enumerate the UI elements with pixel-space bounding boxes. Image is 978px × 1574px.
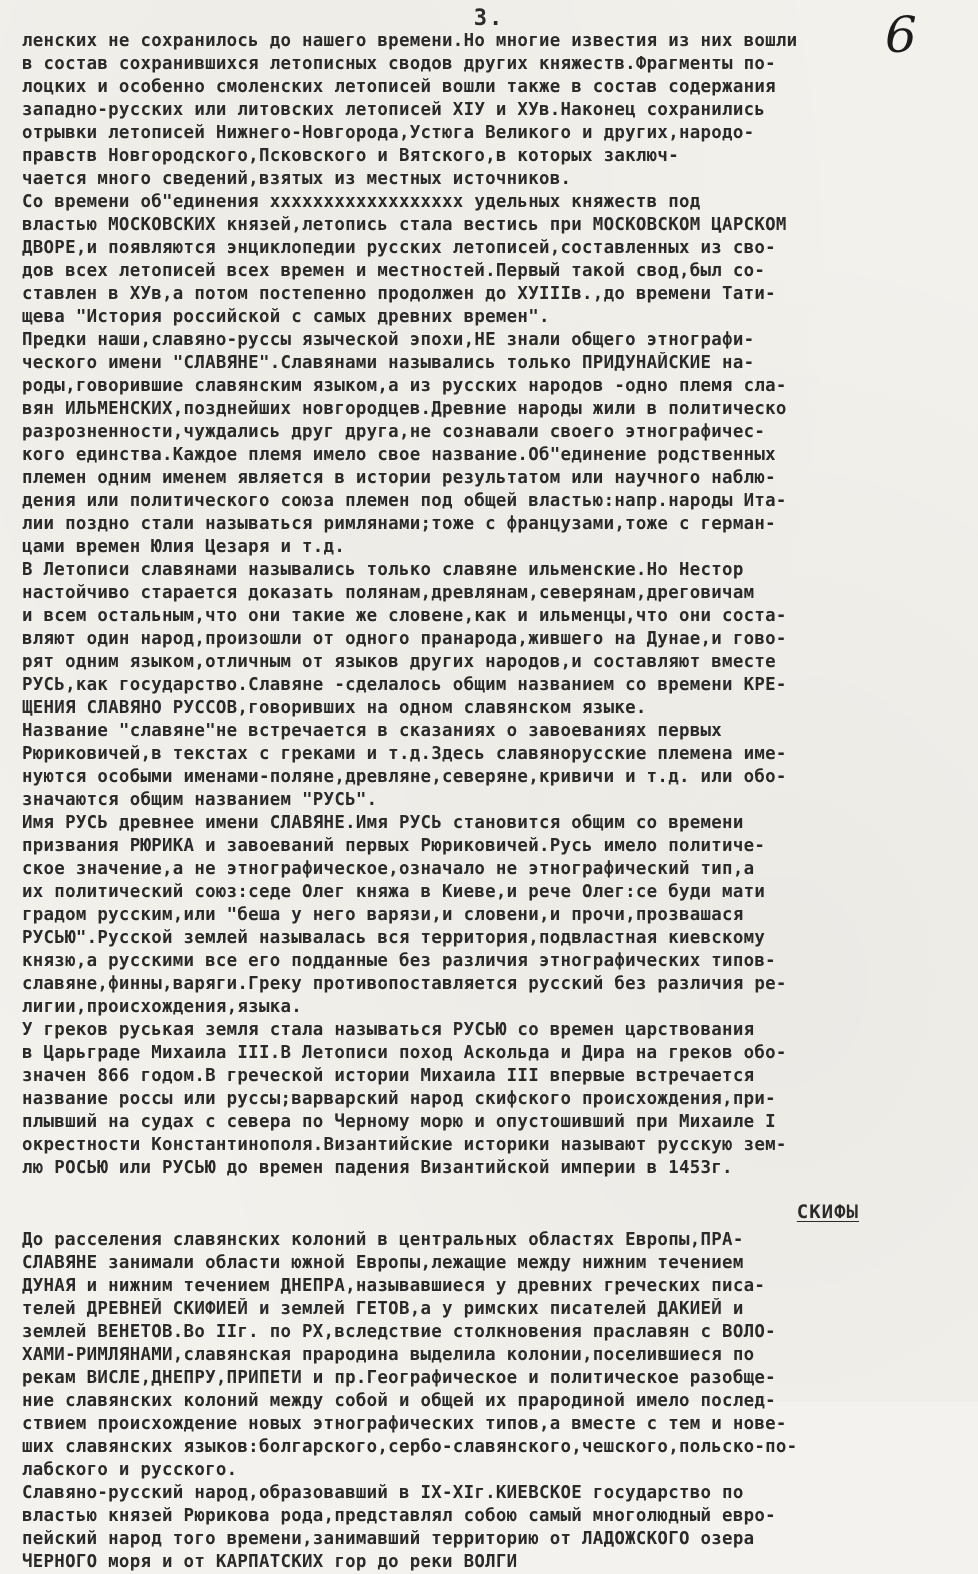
text-line: ское значение,а не этнографическое,означало не этнографический тип,а [22,859,755,879]
text-line: вян ИЛЬМЕНСКИХ,позднейших новгородцев.Древние народы жили в политическо [22,399,787,419]
text-line: ЧЕРНОГО моря и от КАРПАТСКИХ гор до реки ВОЛГИ [22,1552,518,1572]
text-line: Название "славяне"не встречается в сказаниях о завоеваниях первых [22,721,723,741]
text-line: лабского и русского. [22,1460,238,1480]
text-line: нуются особыми именами-поляне,древляне,северяне,кривичи и т.д. или обо- [22,767,787,787]
text-line: в Царьграде Михаила III.В Летописи поход Аскольда и Дира на греков обо- [22,1043,787,1063]
text-line: градом русским,или "беша у него варязи,и словени,и прочи,прозвашася [22,905,744,925]
text-line: ЩЕНИЯ СЛАВЯНО РУССОВ,говоривших на одном славянском языке. [22,698,647,718]
text-line: призвания РЮРИКА и завоеваний первых Рюриковичей.Русь имело политиче- [22,836,766,856]
text-line: РУСЬ,как государство.Славяне -сделалось общим названием со времени КРЕ- [22,675,787,695]
text-line: щева "История российской с самых древних времен". [22,307,550,327]
text-line: лоцких и особенно смоленских летописей вошли также в состав содержания [22,77,776,97]
text-line: пейский народ того времени,занимавший территорию от ЛАДОЖСКОГО озера [22,1529,755,1549]
text-line: ДУНАЯ и нижним течением ДНЕПРА,называвшиеся у древних греческих писа- [22,1276,766,1296]
text-line: властью князей Рюрикова рода,представлял собою самый многолюдный евро- [22,1506,776,1526]
text-line: цами времен Юлия Цезаря и т.д. [22,537,346,557]
section-heading: СКИФЫ [796,1201,859,1223]
text-line: лю РОСЬЮ или РУСЬЮ до времен падения Византийской империи в 1453г. [22,1158,733,1178]
text-line: ДВОРЕ,и появляются энциклопедии русских летописей,составленных из сво- [22,238,776,258]
text-line: До расселения славянских колоний в центральных областях Европы,ПРА- [22,1230,744,1250]
text-line: рят одним языком,отличным от языков других народов,и составляют вместе [22,652,776,672]
text-line: ХАМИ-РИМЛЯНАМИ,славянская прародина выделила колонии,поселившиеся по [22,1345,755,1365]
text-line: дения или политического союза племен под общей властью:напр.народы Ита- [22,491,787,511]
text-line: плывший на судах с севера по Черному морю и опустошивший при Михаиле I [22,1112,776,1132]
text-line: властью МОСКОВСКИХ князей,летопись стала вестись при МОСКОВСКОМ ЦАРСКОМ [22,215,787,235]
text-line: землей ВЕНЕТОВ.Во IIг. по РХ,вследствие столкновения праславян с ВОЛО- [22,1322,776,1342]
handwritten-mark: 6 [885,6,917,64]
text-line: дов всех летописей всех времен и местностей.Первый такой свод,был со- [22,261,766,281]
text-line: название россы или руссы;варварский народ скифского происхождения,при- [22,1089,776,1109]
text-line: кого единства.Каждое племя имело свое название.Об"единение родственных [22,445,776,465]
page-number: 3. [473,6,505,31]
text-line: окрестности Константинополя.Византийские историки называют русскую зем- [22,1135,787,1155]
text-line: ческого имени "СЛАВЯНЕ".Славянами назывались только ПРИДУНАЙСКИЕ на- [22,353,755,373]
text-line: лигии,происхождения,языка. [22,997,303,1017]
text-line: ставлен в XУв,а потом постепенно продолжен до XУIIIв.,до времени Тати- [22,284,776,304]
text-line: значен 866 годом.В греческой истории Михаила III впервые встречается [22,1066,755,1086]
text-line: их политический союз:седе Олег княжа в Киеве,и рече Олег:се буди мати [22,882,766,902]
heading-line [22,1201,974,1229]
section-gap [22,1180,974,1201]
text-line: в состав сохранившихся летописных сводов других княжеств.Фрагменты по- [22,54,776,74]
text-line: ленских не сохранилось до нашего времени.Но многие известия из них вошли [22,31,798,51]
text-line: СЛАВЯНЕ занимали области южной Европы,лежащие между нижним течением [22,1253,744,1273]
document-body [22,30,974,1574]
text-line: телей ДРЕВНЕЙ СКИФИЕЙ и землей ГЕТОВ,а у римских писателей ДАКИЕЙ и [22,1299,744,1319]
text-line: князю,а русскими все его подданные без различия этнографических типов- [22,951,776,971]
text-line: Предки наши,славяно-руссы языческой эпохи,НЕ знали общего этнографи- [22,330,755,350]
text-line: славяне,финны,варяги.Греку противопоставляется русский без различия ре- [22,974,787,994]
text-line: Рюриковичей,в текстах с греками и т.д.Здесь славянорусские племена име- [22,744,787,764]
text-line: У греков руськая земля стала называться РУСЬЮ со времен царствования [22,1020,755,1040]
text-line: правств Новгородского,Псковского и Вятского,в которых заключ- [22,146,679,166]
text-line: чается много сведений,взятых из местных источников. [22,169,572,189]
text-line: Со времени об"единения хххххххххххххххххх удельных княжеств под [22,192,701,212]
text-line: настойчиво старается доказать полянам,древлянам,северянам,дреговичам [22,583,755,603]
text-line: ших славянских языков:болгарского,сербо-славянского,чешского,польско-по- [22,1437,798,1457]
text-line: вляют один народ,произошли от одного пранарода,жившего на Дунае,и гово- [22,629,787,649]
text-line: РУСЬЮ".Русской землей называлась вся территория,подвластная киевскому [22,928,766,948]
text-line: племен одним именем является в истории результатом или научного наблю- [22,468,776,488]
text-line: рекам ВИСЛЕ,ДНЕПРУ,ПРИПЕТИ и пр.Географическое и политическое разобще- [22,1368,776,1388]
text-line: западно-русских или литовских летописей XIУ и XУв.Наконец сохранились [22,100,766,120]
text-line: В Летописи славянами назывались только славяне ильменские.Но Нестор [22,560,744,580]
text-line: Имя РУСЬ древнее имени СЛАВЯНЕ.Имя РУСЬ становится общим со времени [22,813,744,833]
text-line: ние славянских колоний между собой и общей их прародиной имело послед- [22,1391,776,1411]
text-line: ствием происхождение новых этнографических типов,а вместе с тем и нове- [22,1414,787,1434]
text-line: лии поздно стали называться римлянами;тоже с французами,тоже с герман- [22,514,776,534]
section-rus-history [22,30,974,1180]
text-line: и всем остальным,что они такие же словене,как и ильменцы,что они соста- [22,606,787,626]
text-line: разрозненности,чуждались друг друга,не сознавали своего этнографичес- [22,422,766,442]
text-line: Славяно-русский народ,образовавший в IX-XIг.КИЕВСКОЕ государство по [22,1483,744,1503]
text-line: роды,говорившие славянским языком,а из русских народов -одно племя сла- [22,376,787,396]
text-line: значаются общим названием "РУСЬ". [22,790,378,810]
text-line: отрывки летописей Нижнего-Новгорода,Устюга Великого и других,народо- [22,123,755,143]
